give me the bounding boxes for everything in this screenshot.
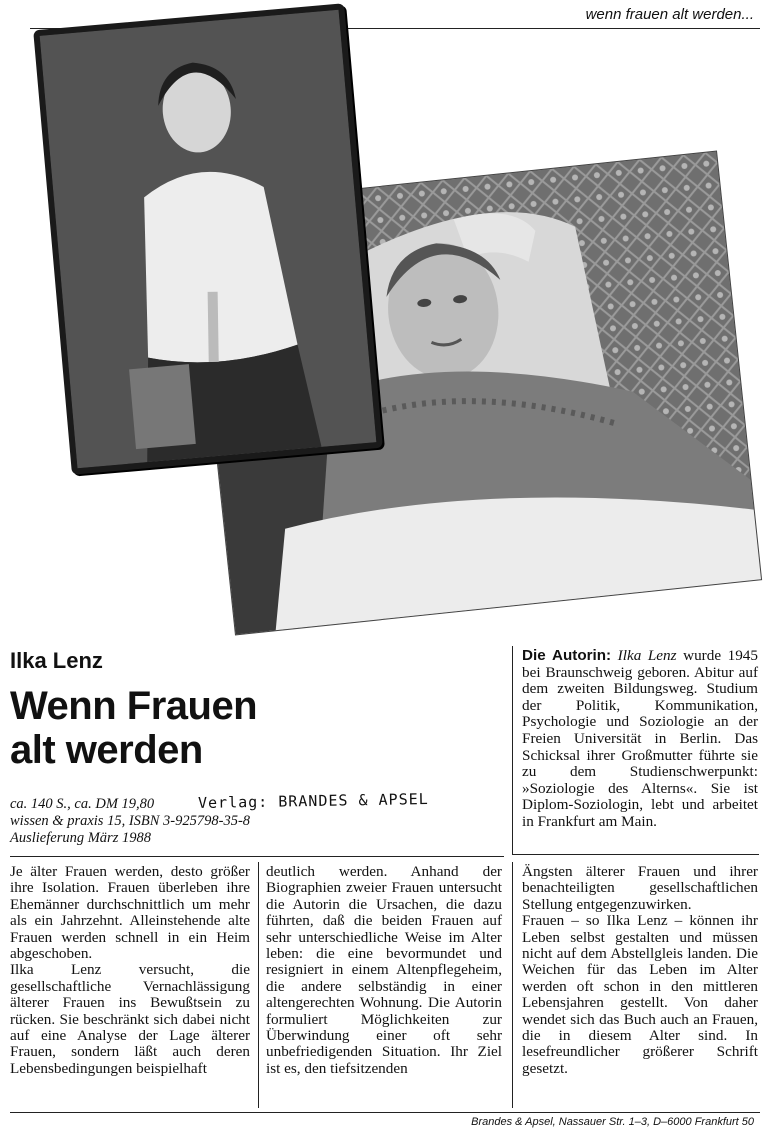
- meta-series-isbn: wissen & praxis 15, ISBN 3-925798-35-8: [10, 813, 251, 829]
- bio-label: Die Autorin:: [522, 647, 612, 664]
- col3-paragraph-1: Ängsten älterer Frauen und ihrer benachteiligten gesellschaftlichen Stellung entgegenzuwirken.: [522, 863, 758, 913]
- col1-paragraph-1: Je älter Frauen werden, desto größer ihre Isolation. Frauen überleben ihre Ehemänner durchschnittlich um mehr als ein Jahrzehnt. Alleinstehende alte Frauen werden schnell in ein Heim abgeschoben.: [10, 863, 250, 963]
- book-author: Ilka Lenz: [10, 648, 103, 673]
- handwritten-publisher-note: Verlag: BRANDES & APSEL: [197, 789, 429, 813]
- bio-text: wurde 1945 bei Braunschweig geboren. Abitur auf dem zweiten Bildungsweg. Studium der Politik, Kommunikation, Psychologie und Soziologie an der Freien Universität in Berlin. Das Schicksal ihrer Großmutter führte sie zu dem Studienschwerpunkt: »Soziologie des Alterns«. Sie ist Diplom-Soziologin, lebt und arbeitet in Frankfurt am Main.: [522, 647, 758, 830]
- author-bio: [522, 648, 758, 831]
- photo-young-woman: [33, 3, 383, 474]
- series-title: wenn frauen alt werden...: [585, 6, 754, 23]
- col1-paragraph-2: Ilka Lenz versucht, die gesellschaftliche Vernachlässigung älterer Frauen ins Bewußtsein zu rücken. Sie beschränkt sich dabei nicht auf eine Analyse der Lage älterer Frauen, sondern läßt auch deren Lebensbedingungen beispielhaft: [10, 961, 250, 1077]
- footer-rule: [10, 1112, 760, 1113]
- body-column-1: [10, 864, 250, 1077]
- publisher-line: Brandes & Apsel, Nassauer Str. 1–3, D–6000 Frankfurt 50: [471, 1116, 754, 1128]
- meta-rule: [10, 856, 504, 857]
- meta-price: ca. 140 S., ca. DM 19,80: [10, 796, 155, 812]
- meta-release: Auslieferung März 1988: [10, 830, 151, 846]
- book-title: [10, 684, 490, 772]
- col3-paragraph-2: Frauen – so Ilka Lenz – können ihr Leben selbst gestalten und müssen nicht auf dem Abstellgleis landen. Die Weichen für das Leben im Alter werden oft schon in den mittleren Lebensjahren gestellt. Von daher wendet sich das Buch auch an Frauen, die in diesem Alter sind. In lesefreundlicher größerer Schrift gesetzt.: [522, 912, 758, 1077]
- title-line-1: Wenn Frauen: [10, 684, 258, 728]
- column-rule-2: [512, 862, 513, 1108]
- body-column-3: [522, 864, 758, 1077]
- title-line-2: alt werden: [10, 728, 203, 772]
- bio-name: Ilka Lenz: [617, 647, 677, 664]
- col2-paragraph: deutlich werden. Anhand der Biographien zweier Frauen untersucht die Autorin die Ursachen, die dazu führten, daß die beiden Frauen auf sehr unterschiedliche Weise im Alter leben: die eine bevormundet und resigniert in einem Altenpflegeheim, die andere selbständig in einer altengerechten Wohnung. Die Autorin formuliert Möglichkeiten zur Überwindung einer oft sehr unbefriedigenden Situation. Ihr Ziel ist es, den tiefsitzenden: [266, 863, 502, 1077]
- column-rule-1: [258, 862, 259, 1108]
- body-column-2: [266, 864, 502, 1077]
